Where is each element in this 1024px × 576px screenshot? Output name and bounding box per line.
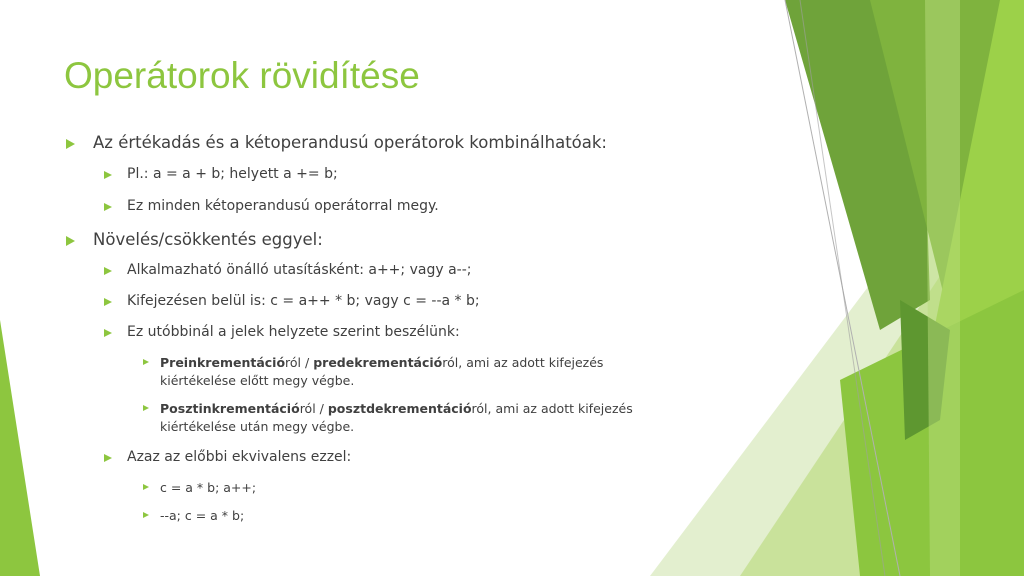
bullet-item bbox=[160, 400, 680, 436]
bullet-arrow-icon bbox=[104, 298, 112, 306]
bullet-item: Kifejezésen belül is: c = a++ * b; vagy c = --a * b; bbox=[127, 293, 480, 309]
bullet-item: Ez minden kétoperandusú operátorral megy. bbox=[127, 198, 439, 214]
bullet-item: Ez utóbbinál a jelek helyzete szerint beszélünk: bbox=[127, 324, 460, 340]
left-green-shape bbox=[0, 320, 40, 576]
bullet-item bbox=[160, 354, 680, 390]
bullet-arrow-icon bbox=[104, 454, 112, 462]
bullet-item: Pl.: a = a + b; helyett a += b; bbox=[127, 166, 338, 182]
bullet-arrow-icon bbox=[66, 236, 75, 246]
bullet-arrow-icon bbox=[66, 139, 75, 149]
slide-title: Operátorok rövidítése bbox=[64, 55, 420, 96]
bullet-item: Azaz az előbbi ekvivalens ezzel: bbox=[127, 449, 352, 465]
bullet-item: Alkalmazható önálló utasításként: a++; vagy a--; bbox=[127, 262, 472, 278]
term-bold: Preinkrementáció bbox=[160, 355, 286, 370]
term-bold: predekrementáció bbox=[313, 355, 443, 370]
text-part: ról / bbox=[285, 355, 314, 370]
term-bold: Posztinkrementáció bbox=[160, 401, 300, 416]
bullet-item: c = a * b; a++; bbox=[160, 480, 257, 495]
bullet-item: Növelés/csökkentés eggyel: bbox=[93, 230, 323, 249]
text-part: ról / bbox=[299, 401, 328, 416]
bullet-item: --a; c = a * b; bbox=[160, 508, 245, 523]
bullet-arrow-icon bbox=[104, 329, 112, 337]
bullet-arrow-icon bbox=[143, 512, 149, 518]
bullet-arrow-icon bbox=[104, 267, 112, 275]
text-part: ról, ami az adott kifejezés kiértékelése után megy végbe. bbox=[160, 401, 633, 434]
bullet-arrow-icon bbox=[143, 405, 149, 411]
bullet-arrow-icon bbox=[104, 203, 112, 211]
bullet-arrow-icon bbox=[104, 171, 112, 179]
text-part: ról, ami az adott kifejezés kiértékelése előtt megy végbe. bbox=[160, 355, 604, 388]
term-bold: posztdekrementáció bbox=[327, 401, 472, 416]
bullet-item: Az értékadás és a kétoperandusú operátorok kombinálhatóak: bbox=[93, 133, 607, 152]
bullet-arrow-icon bbox=[143, 484, 149, 490]
right-shape-pale-strip bbox=[925, 0, 960, 576]
bullet-arrow-icon bbox=[143, 359, 149, 365]
